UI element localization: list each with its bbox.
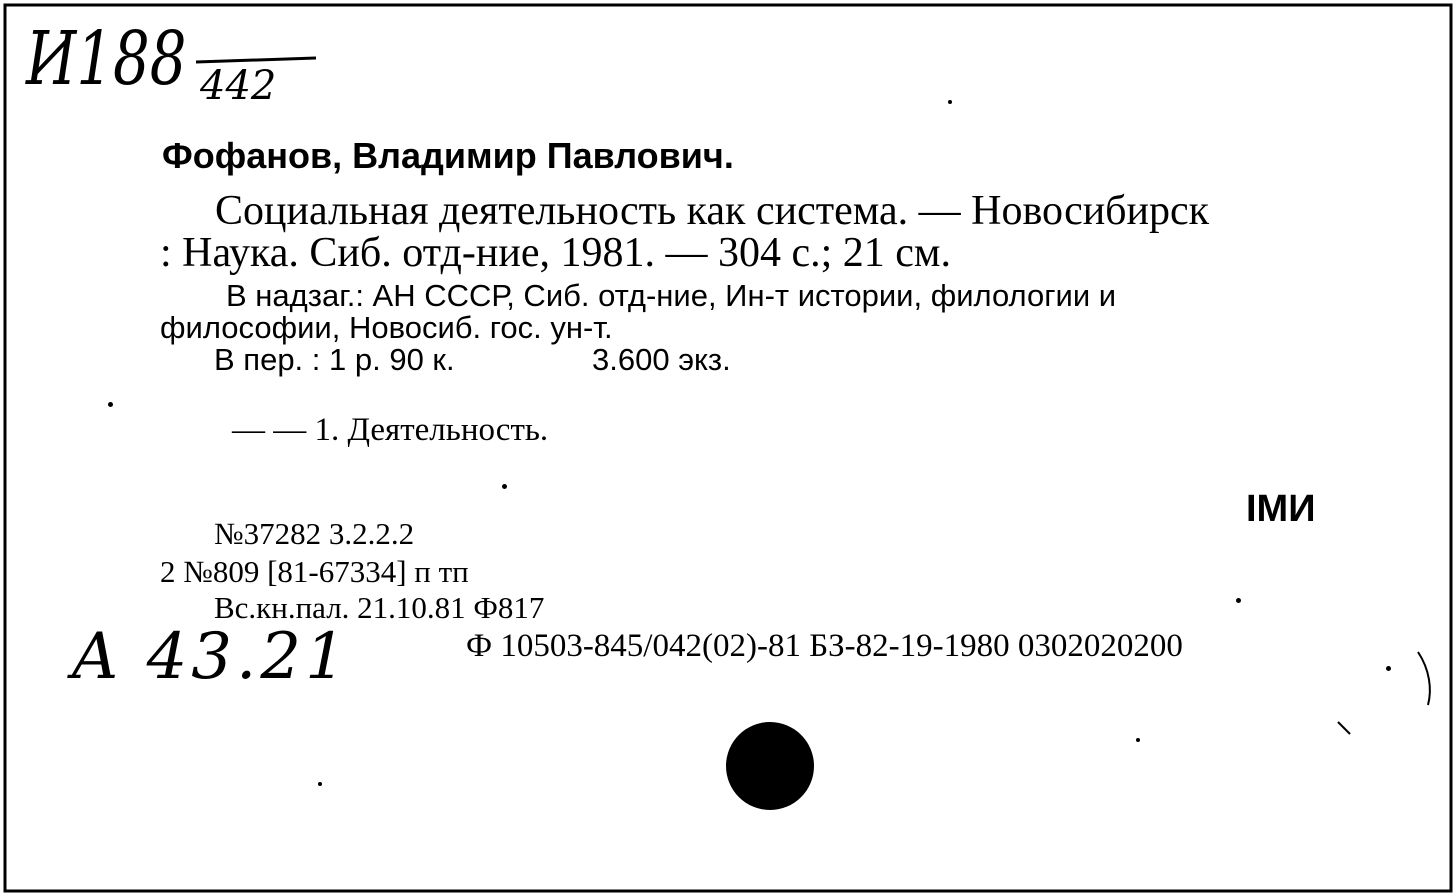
scan-speck (1236, 598, 1241, 603)
classification-code: IМИ (1246, 488, 1316, 530)
scan-speck (948, 100, 952, 104)
ref-line-3: Вс.кн.пал. 21.10.81 Ф817 (214, 590, 545, 625)
handwritten-call-number: И188 (26, 16, 187, 102)
title-line-1: Социальная деятельность как система. — Новосибирск (215, 188, 1210, 234)
punch-hole (726, 722, 814, 810)
note-line-1: В надзаг.: АН СССР, Сиб. отд-ние, Ин-т истории, филологии и (226, 278, 1117, 313)
scan-speck (318, 782, 322, 786)
scan-speck (502, 484, 507, 489)
scan-speck (1386, 666, 1391, 671)
title-line-2: : Наука. Сиб. отд-ние, 1981. — 304 с.; 21 см. (160, 230, 952, 276)
subject-heading: — — 1. Деятельность. (232, 412, 549, 448)
handwritten-call-number-sub: 442 (200, 63, 277, 109)
ref-line-1: №37282 3.2.2.2 (214, 516, 415, 551)
price: В пер. : 1 р. 90 к. (214, 342, 455, 377)
ref-line-2: 2 №809 [81-67334] п тп (160, 554, 469, 589)
note-line-2: философии, Новосиб. гос. ун-т. (160, 310, 613, 345)
publisher-code: Ф 10503-845/042(02)-81 БЗ-82-19-1980 0302020200 (466, 628, 1183, 664)
scan-speck (1136, 738, 1140, 742)
scan-speck (108, 402, 113, 407)
handwritten-shelf-mark: A 43.21 (72, 620, 350, 694)
copies: 3.600 экз. (592, 342, 731, 377)
author-heading: Фофанов, Владимир Павлович. (162, 135, 734, 176)
